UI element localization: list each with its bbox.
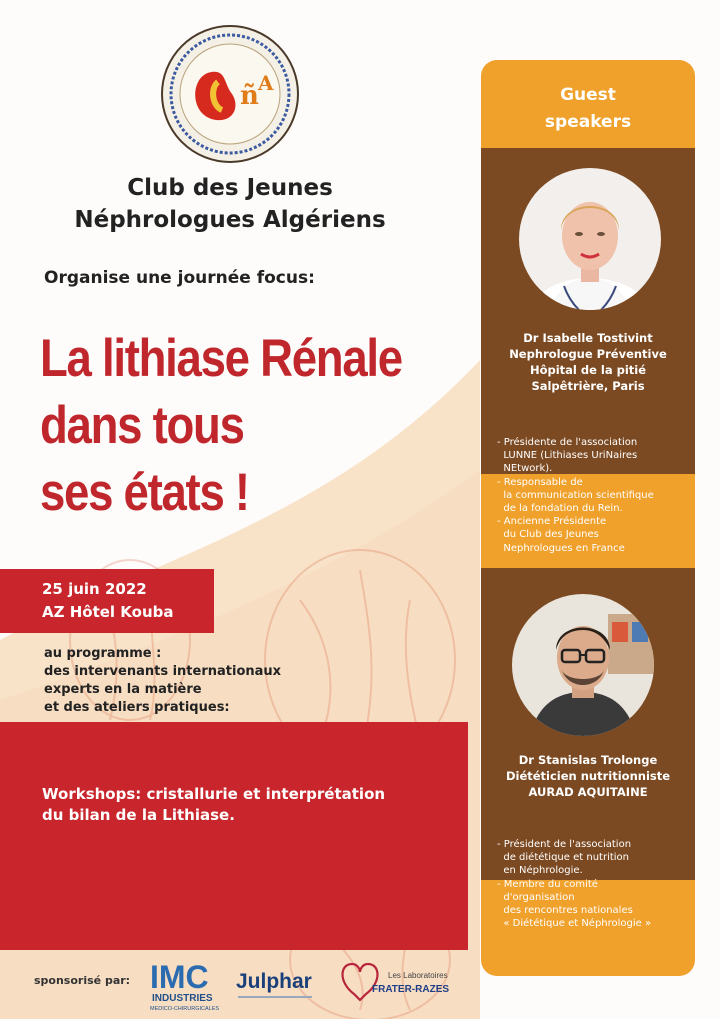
guest-speakers-title-line: Guest	[560, 85, 616, 105]
speaker-1-bio-line: NEtwork).	[497, 463, 553, 475]
guest-speakers-panel	[481, 60, 695, 976]
speaker-2-bio	[497, 838, 651, 930]
speaker-2-bio-line: de diététique et nutrition	[497, 852, 629, 864]
speaker-2-name-line: Diététicien nutritionniste	[505, 769, 671, 783]
workshop-banner	[0, 722, 468, 950]
imc-logo-small: MEDICO-CHIRURGICALES	[150, 1006, 220, 1012]
speaker-1-name	[481, 330, 695, 394]
imc-sponsor-logo	[148, 958, 230, 1012]
imc-logo-main: IMC	[150, 959, 209, 995]
speaker-1-bio-line: la communication scientifique	[497, 489, 654, 501]
event-tagline: Organise une journée focus:	[44, 268, 315, 288]
speaker-2-bio-line: - Membre du comité	[497, 878, 598, 890]
speaker-2-bio-line: en Néphrologie.	[497, 865, 583, 877]
guest-speakers-title	[481, 82, 695, 136]
sponsor-label: sponsorisé par:	[34, 974, 131, 987]
event-headline	[40, 325, 402, 526]
workshop-description	[42, 784, 385, 826]
event-date-venue	[42, 578, 173, 624]
speaker-2-bio-line: « Diététique et Néphrologie »	[497, 918, 652, 930]
frater-logo-top: Les Laboratoires	[388, 971, 448, 980]
speaker-2-bio-line: - Président de l'association	[497, 839, 632, 850]
speaker-1-bio-line: LUNNE (Lithiases UriNaires	[497, 450, 638, 462]
event-venue: AZ Hôtel Kouba	[42, 603, 174, 621]
speaker-1-name-line: Nephrologue Préventive	[509, 347, 667, 361]
association-logo	[160, 24, 300, 164]
program-line: et des ateliers pratiques:	[44, 700, 230, 715]
speaker-2-bio-line: des rencontres nationales	[497, 905, 633, 917]
julphar-sponsor-logo	[236, 962, 328, 1006]
organization-name-line: Néphrologues Algériens	[74, 207, 386, 233]
workshop-line: Workshops: cristallurie et interprétation	[42, 785, 386, 803]
svg-text:ñ: ñ	[240, 81, 259, 111]
speaker-2-bio-line: d'organisation	[497, 891, 575, 903]
speaker-1-photo	[519, 168, 661, 310]
speaker-1-bio	[497, 436, 654, 555]
speaker-1-name-line: Salpêtrière, Paris	[531, 379, 645, 393]
program-line: au programme :	[44, 646, 162, 661]
frater-logo-main: FRATER-RAZES	[372, 984, 450, 995]
program-description	[44, 645, 281, 717]
imc-logo-sub: INDUSTRIES	[152, 993, 213, 1004]
organization-name-line: Club des Jeunes	[127, 175, 333, 201]
speaker-2-name-line: AURAD AQUITAINE	[528, 785, 648, 799]
speaker-1-name-line: Dr Isabelle Tostivint	[523, 331, 653, 345]
guest-speakers-title-line: speakers	[544, 112, 632, 132]
speaker-1-bio-line: du Club des Jeunes	[497, 529, 599, 541]
speaker-1-bio-line: Nephrologues en France	[497, 542, 625, 554]
headline-line: La lithiase Rénale	[40, 329, 402, 388]
speaker-1-bio-line: de la fondation du Rein.	[497, 503, 623, 515]
headline-line: ses états !	[40, 463, 249, 522]
frater-razes-sponsor-logo	[338, 956, 462, 1004]
program-line: experts en la matière	[44, 682, 202, 697]
speaker-1-bio-line: - Responsable de	[497, 476, 583, 488]
julphar-logo-text: Julphar	[236, 970, 312, 993]
speaker-1-bio-line: - Ancienne Présidente	[497, 516, 607, 528]
speaker-1-name-line: Hôpital de la pitié	[529, 363, 647, 377]
headline-line: dans tous	[40, 396, 244, 455]
speaker-2-name-line: Dr Stanislas Trolonge	[518, 753, 658, 767]
organization-name	[30, 172, 430, 236]
event-date: 25 juin 2022	[42, 580, 147, 598]
speaker-2-name	[481, 752, 695, 800]
workshop-line: du bilan de la Lithiase.	[42, 806, 235, 824]
speaker-1-bio-line: - Présidente de l'association	[497, 437, 638, 448]
program-line: des intervenants internationaux	[44, 664, 282, 679]
svg-text:A: A	[258, 71, 274, 95]
speaker-2-photo	[512, 594, 654, 736]
